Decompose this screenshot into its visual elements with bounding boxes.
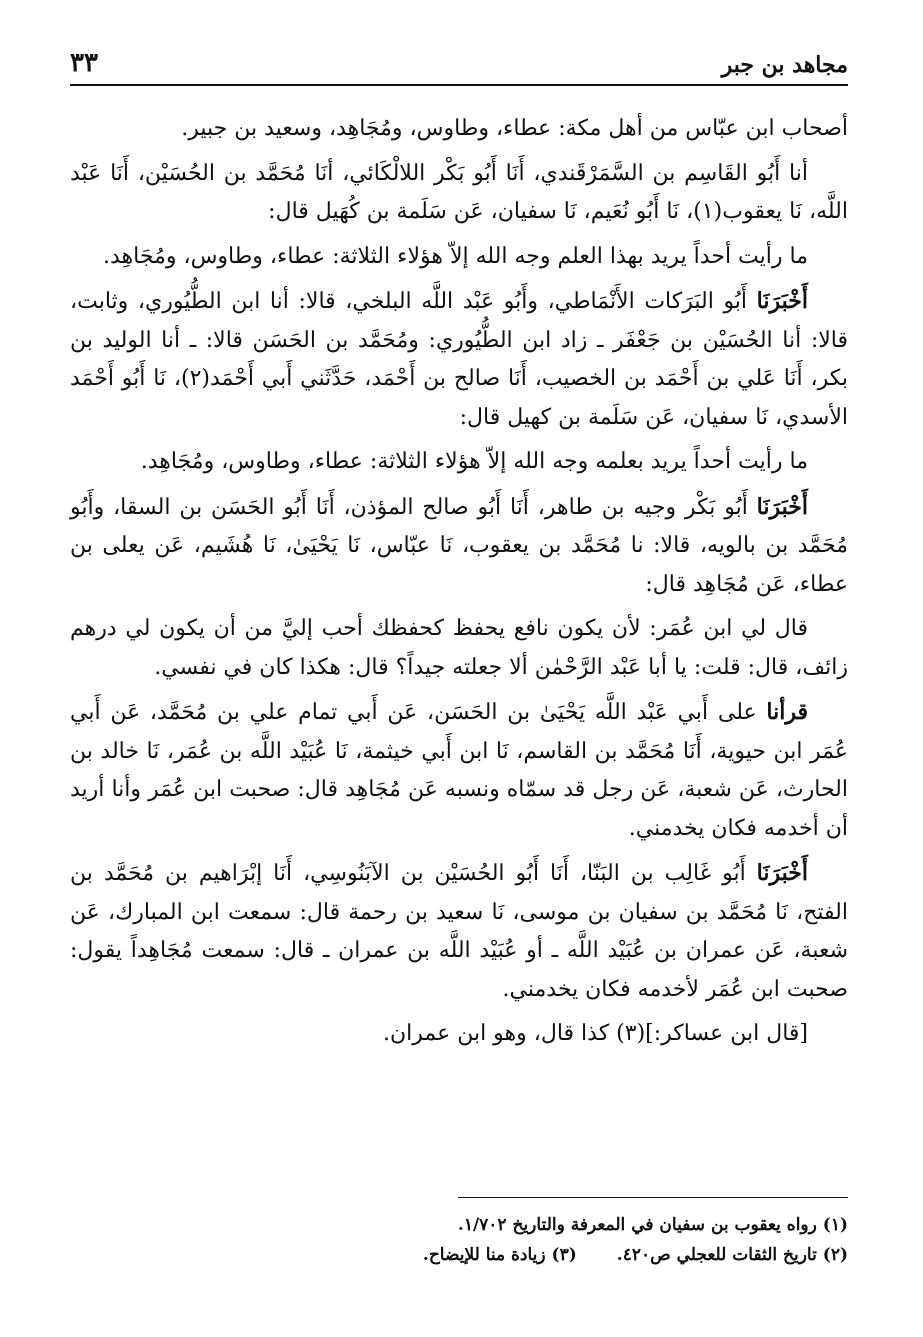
paragraph [70, 238, 848, 277]
paragraph-text: [قال ابن عساكر:](٣) كذا قال، وهو ابن عمران. [382, 1021, 808, 1046]
paragraph-lead-word: قرأنا [766, 699, 808, 725]
paragraph-text: أَبُو غَالِب بن البَنّا، أَنَا أَبُو الحُسَيْن بن الآبَنُوسِي، أَنَا إبْرَاهيم بن مُحَمَّد بن الفتح، نَا مُحَمَّد بن سفيان بن موسى، نَا سعيد بن رحمة قال: سمعت ابن المبارك، عَن شعبة، عَن عمران بن عُبَيْد اللَّه ـ أو عُبَيْد اللَّه بن عمران ـ قال: سمعت مُجَاهِداً يقول: صحبت ابن عُمَر لأخدمه فكان يخدمني. [70, 861, 848, 1002]
paragraph-text: على أَبي عَبْد اللَّه يَحْيَىٰ بن الحَسَن، عَن أَبي تمام علي بن مُحَمَّد، عَن أَبي عُمَر ابن حيوية، أَنَا مُحَمَّد بن القاسم، نَا ابن أَبي خيثمة، نَا عُبَيْد اللَّه بن عُمَر، نَا خالد بن الحارث، عَن شعبة، عَن رجل قد سمّاه ونسبه عَن مُجَاهِد قال: صحبت ابن عُمَر وأنا أريد أن أخدمه فكان يخدمني. [70, 700, 848, 841]
paragraph-lead-word: أَخْبَرَنَا [756, 860, 808, 886]
footnote-3: (٣) زيادة منا للإيضاح. [422, 1245, 577, 1265]
paragraph-lead-word: أَخْبَرَنَا [756, 288, 808, 314]
running-title: مجاهد بن جبر [721, 52, 848, 78]
paragraph-lead-word: أَخْبَرَنَا [756, 493, 808, 520]
page-body [70, 110, 848, 1054]
footnote-1: (١) رواه يعقوب بن سفيان في المعرفة والتاريخ ١/٧٠٢. [457, 1215, 848, 1235]
paragraph-text: أصحاب ابن عبّاس من أهل مكة: عطاء، وطاوس، ومُجَاهِد، وسعيد بن جبير. [181, 116, 848, 141]
paragraph [70, 1015, 848, 1054]
paragraph-text: أَبُو البَرَكات الأَنْمَاطي، وأَبُو عَبْد اللَّه البلخي، قالا: أنا ابن الطُّيُوري، وثابت، قالا: أنا الحُسَيْن بن جَعْفَر ـ زاد ابن الطُّيُوري: ومُحَمَّد بن الحَسَن قالا: ـ أنا الوليد بن بكر، أَنَا عَلي بن أَحْمَد بن الخصيب، أَنَا صالح بن أَحْمَد، حَدَّثَني أَبي أَحْمَد(٢)، نَا أَبُو أَحْمَد الأسدي، نَا سفيان، عَن سَلَمة بن كهيل قال: [70, 289, 848, 430]
paragraph-text: أنا أَبُو القَاسِم بن السَّمَرْقَندي، أَنَا أَبُو بَكْر اللالْكَائي، أنَا مُحَمَّد بن الحُسَيْن، أَنَا عَبْد اللَّه، نَا يعقوب(١)، نَا أَبُو نُعَيم، نَا سفيان، عَن سَلَمة بن كُهَيل قال: [70, 160, 848, 224]
paragraph [70, 155, 848, 232]
paragraph [70, 110, 848, 149]
paragraph-text: قال لي ابن عُمَر: لأن يكون نافع يحفظ كحفظك أحب إليَّ من أن يكون لي درهم زائف، قال: قلت: يا أبا عَبْد الرَّحْمٰن ألا جعلته جيداً؟ قال: هكذا كان في نفسي. [70, 616, 848, 680]
paragraph [70, 693, 848, 848]
paragraph [70, 610, 848, 687]
page-number: ٣٣ [70, 48, 98, 78]
footnote-2: (٢) تاريخ الثقات للعجلي ص٤٢٠. [616, 1245, 848, 1265]
paragraph [70, 443, 848, 482]
footnotes [70, 1210, 848, 1270]
paragraph-text: أَبُو بَكْر وجيه بن طاهر، أَنَا أَبُو صالح المؤذن، أَنَا أَبُو الحَسَن بن السقا، وأَبُو مُحَمَّد بن بالويه، قالا: نا مُحَمَّد بن يعقوب، نَا عبّاس، نَا يَحْيَىٰ، نَا هُشَيم، عَن يعلى بن عطاء، عَن مُجَاهِد قال: [70, 494, 848, 597]
paragraph [70, 282, 848, 437]
paragraph-text: ما رأيت أحداً يريد بهذا العلم وجه الله إلاّ هؤلاء الثلاثة: عطاء، وطاوس، ومُجَاهِد. [103, 243, 808, 269]
paragraph [70, 854, 848, 1009]
paragraph-text: ما رأيت أحداً يريد بعلمه وجه الله إلاّ هؤلاء الثلاثة: عطاء، وطاوس، ومُجَاهِد. [140, 449, 808, 474]
footnote-row [70, 1240, 848, 1270]
footnote-divider [458, 1197, 848, 1198]
paragraph [70, 488, 848, 605]
page-header [70, 40, 848, 86]
